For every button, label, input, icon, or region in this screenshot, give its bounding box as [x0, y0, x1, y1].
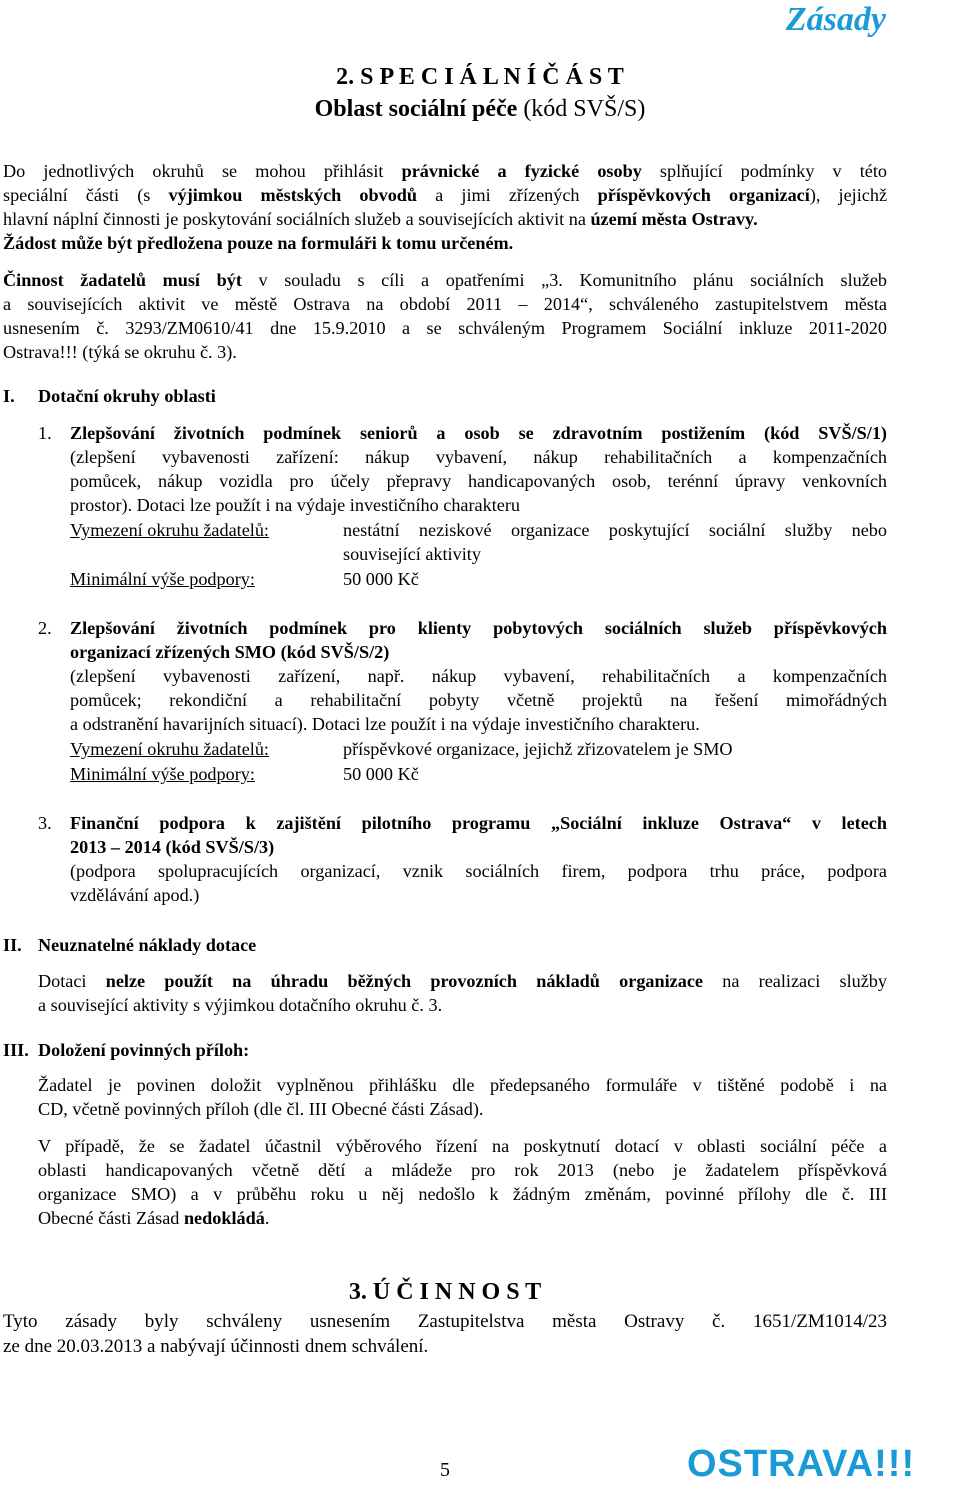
item2-title-line-2: organizací zřízených SMO (kód SVŠ/S/2): [70, 642, 390, 662]
item1-title: Zlepšování životních podmínek seniorů a osob se zdravotním postižením (kód SVŠ/S/1): [70, 423, 887, 443]
section-iii-p1-line-1: Žadatel je povinen doložit vyplněnou přihlášku dle předepsaného formuláře v tištěné podobě i na: [38, 1075, 887, 1095]
item1-line-1: (zlepšení vybavenosti zařízení: nákup vybavení, nákup rehabilitačních a kompenzačních: [70, 447, 887, 467]
section-iii-title: Doložení povinných příloh:: [38, 1040, 250, 1060]
section-iii-number: III.: [3, 1040, 29, 1060]
item1-vymezeni-line-2: související aktivity: [343, 544, 481, 564]
section-iii-p2-line-4: Obecné části Zásad nedokládá.: [38, 1208, 270, 1228]
section-ii-line-2: a související aktivity s výjimkou dotačního okruhu č. 3.: [38, 995, 443, 1015]
item3-number: 3.: [38, 813, 52, 833]
section-i-title: Dotační okruhy oblasti: [38, 386, 216, 406]
section-i-number: I.: [3, 386, 15, 406]
item3-title-line-1: Finanční podpora k zajištění pilotního programu „Sociální inkluze Ostrava“ v letech: [70, 813, 887, 833]
cinnost-line-1: Činnost žadatelů musí být v souladu s cíli a opatřeními „3. Komunitního plánu sociálních služeb: [3, 270, 887, 290]
intro-line-2: speciální části (s výjimkou městských obvodů a jimi zřízených příspěvkových organizací), jejichž: [3, 185, 888, 205]
page-number: 5: [440, 1459, 450, 1481]
section-ii-title: Neuznatelné náklady dotace: [38, 935, 257, 955]
item2-vymezeni-value: příspěvkové organizace, jejichž zřizovatelem je SMO: [343, 739, 733, 759]
section-subtitle: Oblast sociální péče (kód SVŠ/S): [314, 96, 646, 122]
document-tag: Zásady: [785, 1, 886, 38]
item2-line-2: pomůcek; rekondiční a rehabilitační pobyty včetně projektů na řešení mimořádných: [70, 690, 887, 710]
item1-vymezeni-line-1: nestátní neziskové organizace poskytující sociální služby nebo: [343, 520, 887, 540]
item1-line-2: pomůcek, nákup vozidla pro účely přepravy handicapovaných osob, terénní úpravy venkovních: [70, 471, 887, 491]
section-3-line-2: ze dne 20.03.2013 a nabývají účinnosti dnem schválení.: [3, 1336, 429, 1357]
item3-title-line-2: 2013 – 2014 (kód SVŠ/S/3): [70, 837, 275, 857]
section-3-title: 3. Ú Č I N N O S T: [348, 1279, 542, 1305]
section-iii-p2-line-1: V případě, že se žadatel účastnil výběrového řízení na poskytnutí dotací v oblasti sociální péče a: [38, 1136, 887, 1156]
section-title: 2. S P E C I Á L N Í Č Á S T: [336, 64, 624, 90]
section-ii-number: II.: [3, 935, 22, 955]
cinnost-line-4: Ostrava!!! (týká se okruhu č. 3).: [3, 342, 237, 362]
cinnost-line-2: a souvisejících aktivit ve městě Ostrava na období 2011 – 2014“, schváleného zastupitelstvem města: [3, 294, 887, 314]
item1-min-value: 50 000 Kč: [343, 569, 419, 589]
item2-min-label: Minimální výše podpory:: [70, 764, 255, 784]
item3-line-1: (podpora spolupracujících organizací, vznik sociálních firem, podpora trhu práce, podpora: [70, 861, 887, 881]
intro-line-3: hlavní náplní činnosti je poskytování sociálních služeb a souvisejících aktivit na území města Ostravy.: [3, 209, 758, 229]
intro-line-4: Žádost může být předložena pouze na formuláři k tomu určeném.: [3, 233, 514, 253]
item2-min-value: 50 000 Kč: [343, 764, 419, 784]
item2-line-1: (zlepšení vybavenosti zařízení, např. nákup vybavení, rehabilitačních a kompenzačních: [70, 666, 887, 686]
section-iii-p2-line-2: oblasti handicapovaných včetně dětí a mládeže pro rok 2013 (nebo je žadatelem příspěvková: [38, 1160, 887, 1180]
section-iii-p1-line-2: CD, včetně povinných příloh (dle čl. III Obecné části Zásad).: [38, 1099, 484, 1119]
item2-vymezeni-label: Vymezení okruhu žadatelů:: [70, 739, 269, 759]
item1-min-label: Minimální výše podpory:: [70, 569, 255, 589]
item1-number: 1.: [38, 423, 52, 443]
item2-line-3: a odstranění havarijních situací). Dotaci lze použít i na výdaje investičního charakteru.: [70, 714, 700, 734]
intro-line-1: Do jednotlivých okruhů se mohou přihlásit právnické a fyzické osoby splňující podmínky v této: [3, 161, 887, 181]
section-3-line-1: Tyto zásady byly schváleny usnesením Zastupitelstva města Ostravy č. 1651/ZM1014/23: [3, 1311, 887, 1332]
section-iii-p2-line-3: organizace SMO) a v průběhu roku u něj nedošlo k žádným změnám, povinné přílohy dle č. III: [38, 1184, 887, 1204]
item3-line-2: vzdělávání apod.): [70, 885, 200, 905]
item1-line-3: prostor). Dotaci lze použít i na výdaje investičního charakteru: [70, 495, 520, 515]
item1-vymezeni-label: Vymezení okruhu žadatelů:: [70, 520, 269, 540]
item2-number: 2.: [38, 618, 52, 638]
cinnost-line-3: usnesením č. 3293/ZM0610/41 dne 15.9.2010 a se schváleným Programem Sociální inkluze 2011-2020: [3, 318, 887, 338]
ostrava-logo: OSTRAVA!!!: [687, 1443, 916, 1485]
section-ii-line-1: Dotaci nelze použít na úhradu běžných provozních nákladů organizace na realizaci služby: [38, 971, 887, 991]
item2-title-line-1: Zlepšování životních podmínek pro klienty pobytových sociálních služeb příspěvkových: [70, 618, 887, 638]
